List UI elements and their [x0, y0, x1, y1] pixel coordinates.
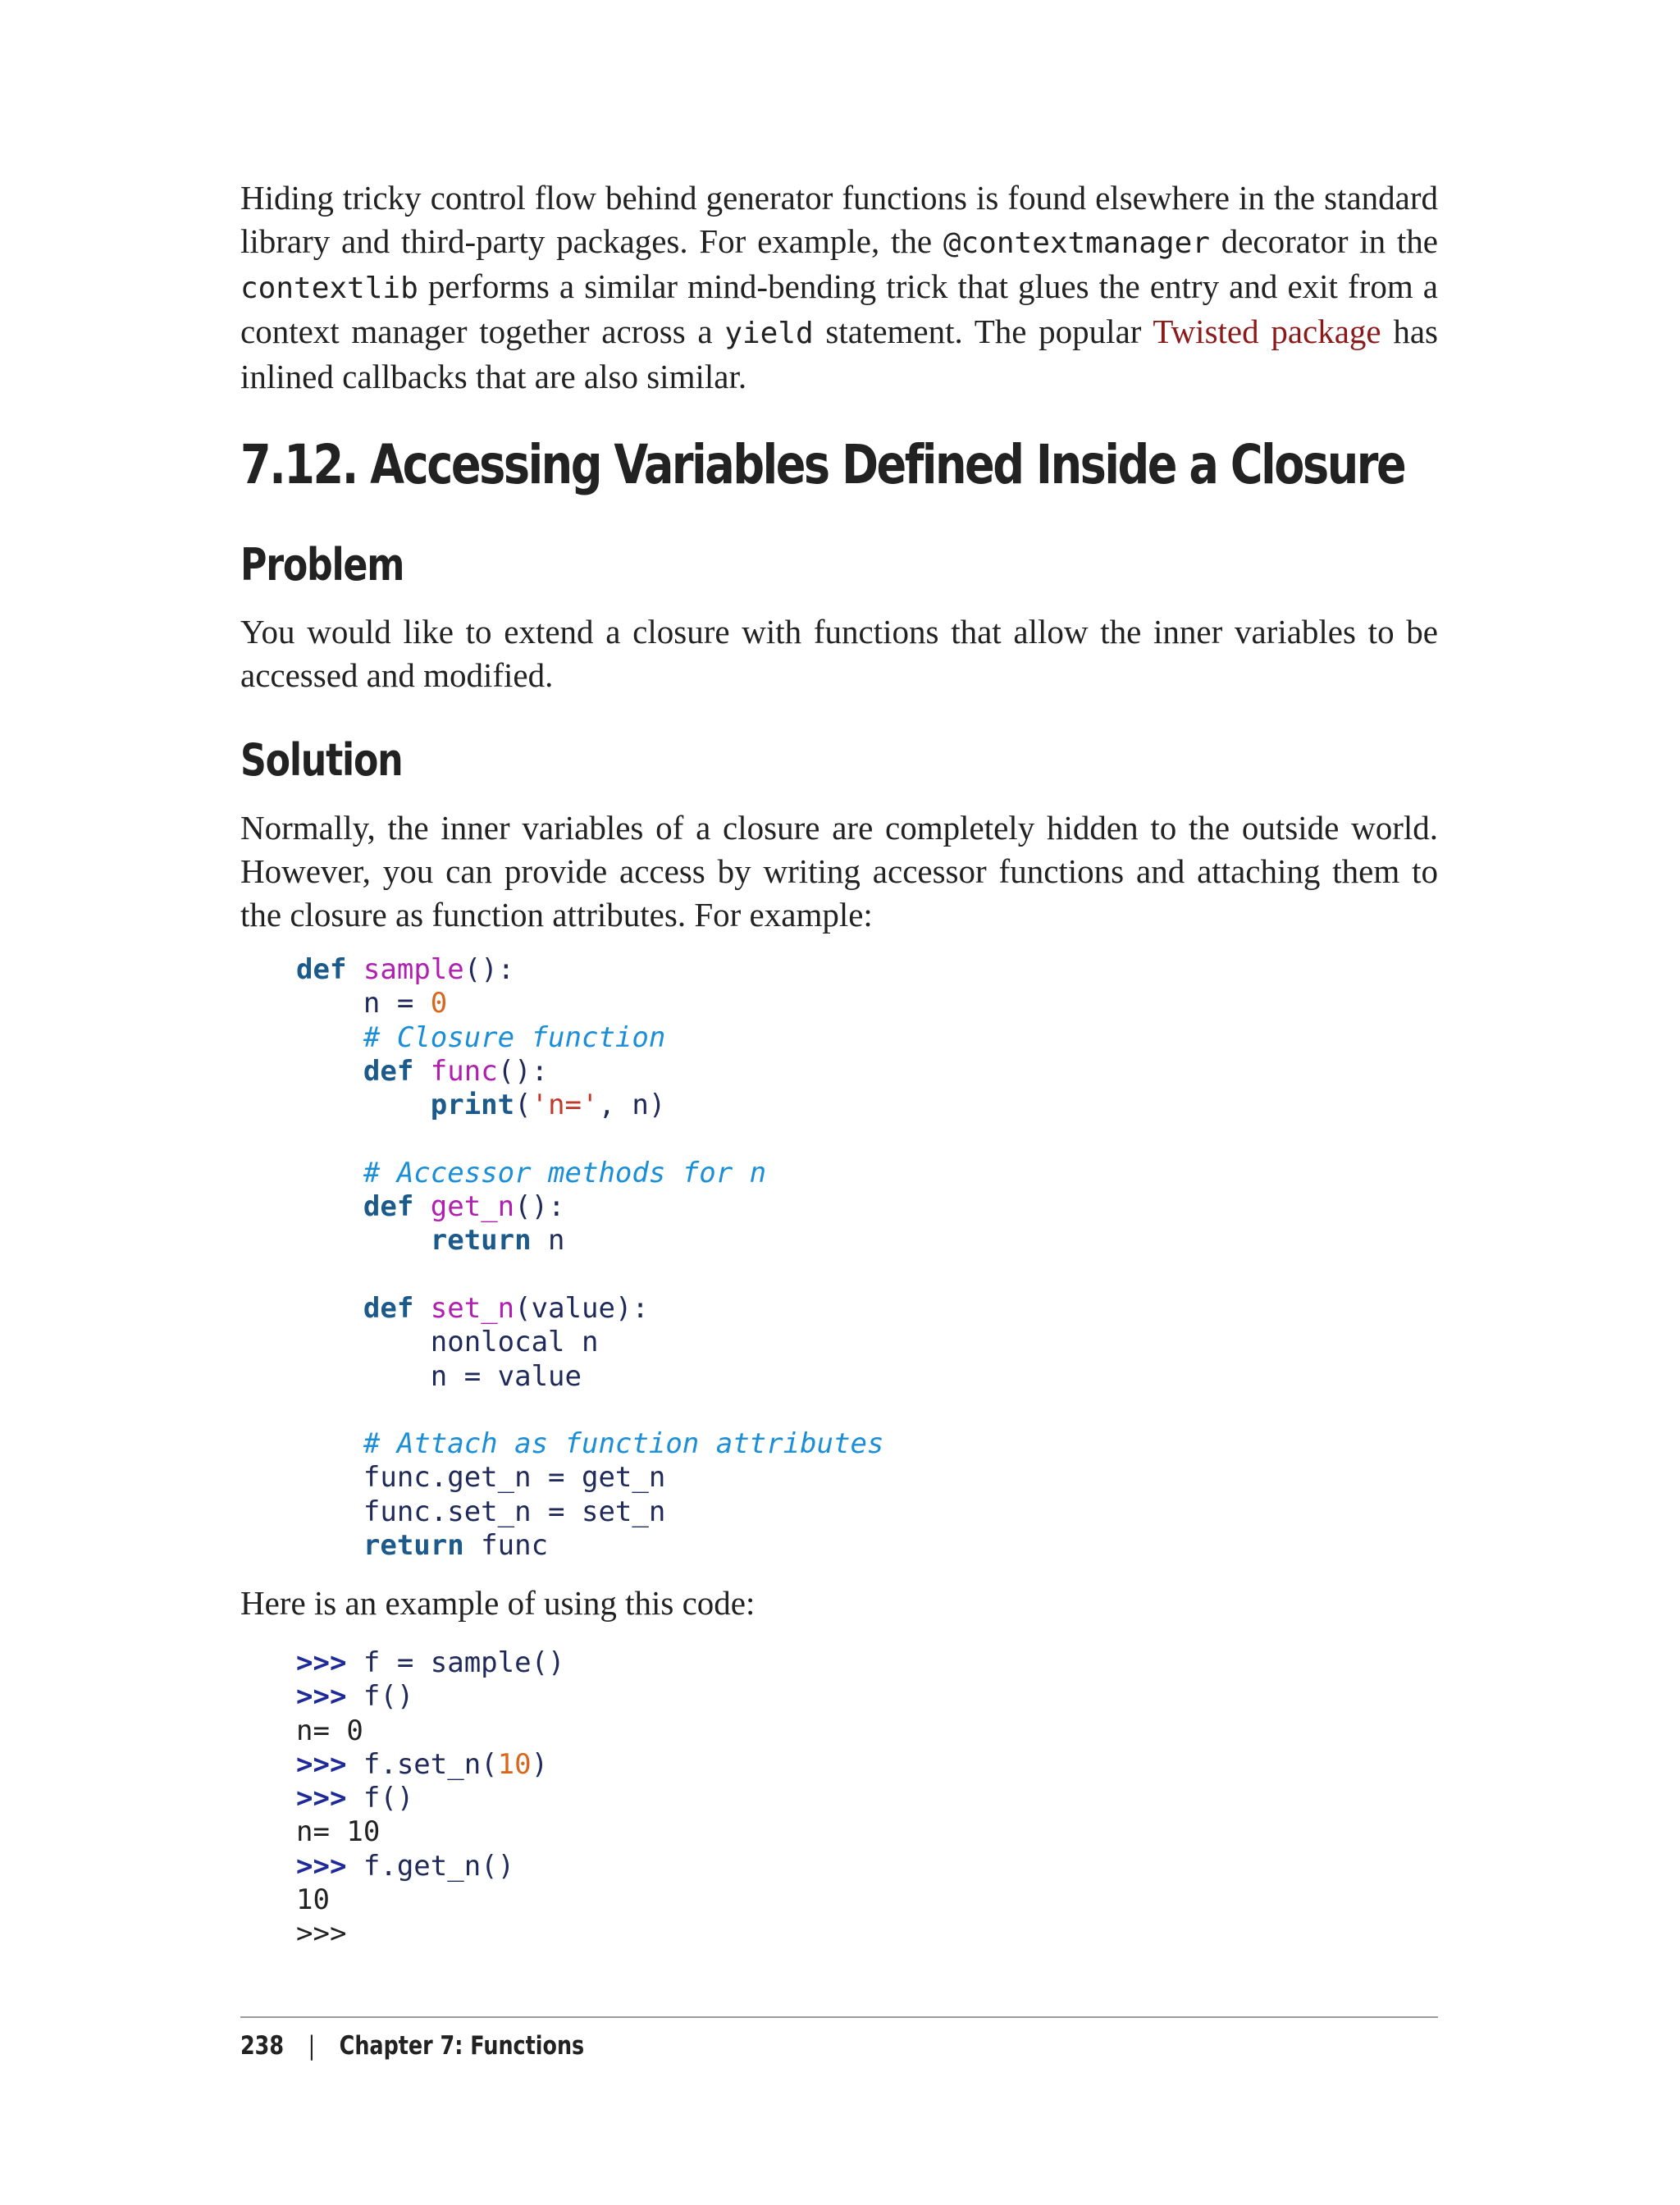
code-keyword: return — [296, 1224, 532, 1258]
intro-text: performs a similar mind-bending trick that glues the entry and exit from a context manager together across a — [240, 267, 1438, 350]
code-keyword: def — [296, 1291, 414, 1325]
code-comment: # Closure function — [296, 1020, 666, 1054]
code-text: func — [463, 1529, 549, 1563]
intro-text: decorator in the — [1209, 222, 1438, 260]
code-block-closure — [296, 953, 883, 1563]
code-text: (value): — [514, 1291, 649, 1325]
usage-intro: Here is an example of using this code: — [240, 1584, 756, 1622]
page-footer — [240, 2026, 584, 2066]
code-text: n = value — [296, 1359, 582, 1393]
repl-output: 10 — [296, 1883, 330, 1917]
repl-output: n= 0 — [296, 1714, 363, 1747]
code-text: f() — [346, 1782, 414, 1815]
intro-text: statement. The popular — [813, 313, 1153, 350]
code-text: ( — [514, 1089, 532, 1122]
repl-prompt: >>> — [296, 1747, 347, 1781]
code-keyword: def — [296, 1190, 414, 1224]
problem-text: You would like to extend a closure with functions that allow the inner variables to be accessed and modified. — [240, 613, 1438, 694]
intro-paragraph — [240, 176, 1438, 399]
problem-heading: Problem — [240, 539, 404, 591]
code-function-name: func — [430, 1054, 498, 1088]
code-keyword: def — [296, 953, 347, 986]
section-heading: 7.12. Accessing Variables Defined Inside a Closure — [240, 433, 1405, 496]
repl-prompt: >>> — [296, 1646, 347, 1679]
code-keyword: return — [296, 1529, 464, 1563]
solution-heading: Solution — [240, 734, 403, 786]
code-number: 0 — [430, 987, 448, 1020]
intro-text: Hiding tricky control flow behind generator functions is found elsewhere in the standard library and third-party packages. For example, the — [240, 179, 1438, 260]
code-text: f.get_n() — [346, 1849, 515, 1883]
code-keyword: def — [296, 1054, 414, 1088]
code-block-usage — [296, 1646, 565, 1952]
code-string: 'n=' — [531, 1089, 599, 1122]
code-text: f = sample() — [346, 1646, 565, 1679]
code-text: (): — [463, 953, 515, 986]
twisted-link[interactable]: Twisted package — [1153, 313, 1381, 350]
code-text: f.set_n( — [346, 1747, 498, 1781]
repl-prompt: >>> — [296, 1782, 347, 1815]
intro-text: has inlined callbacks that are also similar. — [240, 313, 1438, 395]
code-function-name: sample — [363, 953, 464, 986]
code-text: nonlocal n — [296, 1326, 599, 1359]
repl-prompt-empty: >>> — [296, 1917, 347, 1951]
repl-prompt: >>> — [296, 1849, 347, 1883]
code-function-name: set_n — [430, 1291, 515, 1325]
footer-divider — [240, 2016, 1438, 2018]
repl-output: n= 10 — [296, 1815, 381, 1849]
code-text: f() — [346, 1680, 414, 1714]
code-text: func.set_n = set_n — [296, 1495, 666, 1528]
code-text: ) — [531, 1747, 549, 1781]
inline-code: yield — [724, 317, 814, 350]
inline-code: @contextmanager — [943, 226, 1210, 260]
code-function-name: get_n — [430, 1190, 515, 1224]
repl-prompt: >>> — [296, 1680, 347, 1714]
footer-separator: | — [308, 2031, 316, 2061]
code-text: n = — [296, 987, 431, 1020]
code-comment: # Accessor methods for n — [296, 1156, 767, 1189]
code-text: n — [531, 1224, 565, 1258]
code-text: (): — [497, 1054, 549, 1088]
page-number: 238 — [240, 2031, 285, 2061]
solution-text: Normally, the inner variables of a closure are completely hidden to the outside world. However, you can provide access by writing accessor functions and attaching them to the closure as function attributes. For example: — [240, 809, 1438, 934]
code-text: , n) — [598, 1089, 666, 1122]
inline-code: contextlib — [240, 272, 418, 305]
code-keyword: print — [296, 1089, 515, 1122]
code-comment: # Attach as function attributes — [296, 1427, 884, 1461]
code-text: func.get_n = get_n — [296, 1461, 666, 1495]
code-number: 10 — [497, 1747, 532, 1781]
chapter-title: Chapter 7: Functions — [339, 2031, 585, 2061]
code-text: (): — [514, 1190, 565, 1224]
